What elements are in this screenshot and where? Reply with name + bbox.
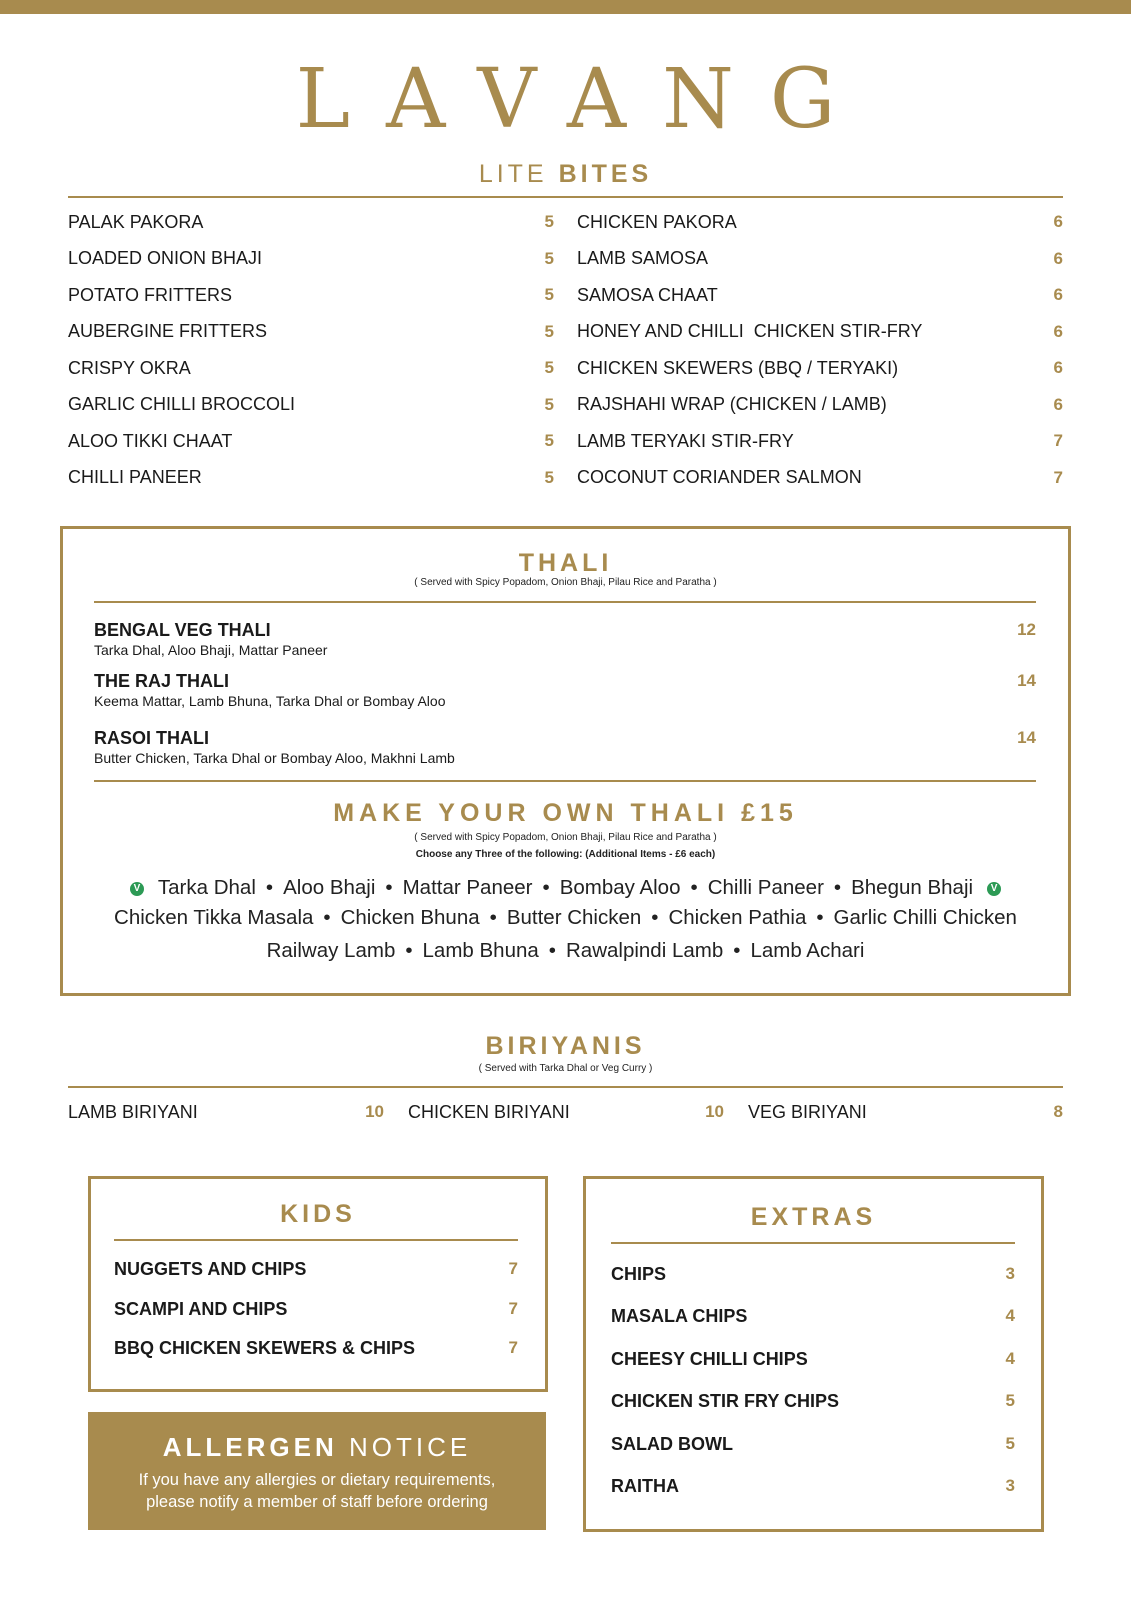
item-name: CHEESY CHILLI CHIPS bbox=[611, 1348, 808, 1369]
option-item: Bombay Aloo bbox=[559, 876, 681, 899]
item-name: CHILLI PANEER bbox=[68, 467, 202, 488]
thali-subtitle: ( Served with Spicy Popadom, Onion Bhaji, Pilau Rice and Paratha ) bbox=[414, 577, 717, 588]
allergen-title-bold: ALLERGEN bbox=[162, 1432, 338, 1462]
item-name: RAJSHAHI WRAP (CHICKEN / LAMB) bbox=[577, 394, 887, 415]
thali-divider-top bbox=[94, 601, 1036, 603]
list-item bbox=[611, 1386, 1015, 1416]
list-item bbox=[577, 423, 1063, 460]
item-price: 6 bbox=[1053, 285, 1063, 305]
item-name: CHIPS bbox=[611, 1263, 667, 1284]
item-name: BBQ CHICKEN SKEWERS & CHIPS bbox=[114, 1337, 416, 1358]
make-your-own-title: MAKE YOUR OWN THALI £15 bbox=[333, 799, 798, 827]
lite-bites-title bbox=[0, 160, 1131, 189]
option-item: Chilli Paneer bbox=[707, 876, 824, 899]
lite-bites-right-column bbox=[577, 204, 1063, 496]
extras-title: EXTRAS bbox=[750, 1203, 877, 1231]
list-item bbox=[68, 204, 554, 241]
lite-bites-title-light: LITE bbox=[478, 160, 548, 188]
option-item: Mattar Paneer bbox=[402, 876, 533, 899]
item-price: 5 bbox=[1005, 1391, 1015, 1410]
thali-item-desc: Keema Mattar, Lamb Bhuna, Tarka Dhal or Bombay Aloo bbox=[94, 693, 446, 709]
brand-logo: LAVANG bbox=[295, 52, 872, 147]
list-item bbox=[68, 314, 554, 351]
list-item bbox=[68, 423, 554, 460]
allergen-notice bbox=[88, 1412, 546, 1530]
list-item bbox=[68, 460, 554, 497]
item-price: 6 bbox=[1053, 321, 1063, 341]
item-name: HONEY AND CHILLI CHICKEN STIR-FRY bbox=[577, 321, 923, 342]
lite-bites-left-column bbox=[68, 204, 554, 496]
lite-bites-title-bold: BITES bbox=[558, 160, 653, 188]
list-item bbox=[68, 1097, 384, 1127]
item-price: 5 bbox=[1005, 1434, 1015, 1453]
list-item bbox=[577, 204, 1063, 241]
list-item bbox=[114, 1254, 518, 1284]
thali-item-desc: Tarka Dhal, Aloo Bhaji, Mattar Paneer bbox=[94, 642, 328, 658]
list-item bbox=[577, 350, 1063, 387]
item-price: 7 bbox=[1053, 431, 1063, 451]
list-item bbox=[114, 1294, 518, 1324]
thali-item-price: 14 bbox=[1017, 671, 1036, 690]
item-price: 5 bbox=[544, 394, 554, 414]
option-item: Butter Chicken bbox=[506, 906, 642, 929]
item-name: POTATO FRITTERS bbox=[68, 284, 233, 305]
item-name: COCONUT CORIANDER SALMON bbox=[577, 467, 862, 488]
item-name: CHICKEN STIR FRY CHIPS bbox=[611, 1390, 840, 1411]
item-name: NUGGETS AND CHIPS bbox=[114, 1258, 307, 1279]
veg-icon: V bbox=[987, 882, 1001, 896]
list-item bbox=[114, 1333, 518, 1363]
item-price: 10 bbox=[705, 1102, 724, 1121]
list-item bbox=[611, 1301, 1015, 1331]
list-item bbox=[577, 387, 1063, 424]
thali-item-price: 14 bbox=[1017, 728, 1036, 747]
list-item bbox=[577, 460, 1063, 497]
make-your-own-subtitle: ( Served with Spicy Popadom, Onion Bhaji, Pilau Rice and Paratha ) bbox=[414, 832, 717, 843]
item-name: SAMOSA CHAAT bbox=[577, 284, 718, 305]
item-price: 3 bbox=[1005, 1476, 1015, 1495]
allergen-line: If you have any allergies or dietary requirements, bbox=[138, 1471, 496, 1489]
thali-item-desc: Butter Chicken, Tarka Dhal or Bombay Aloo, Makhni Lamb bbox=[94, 750, 455, 766]
item-price: 5 bbox=[544, 358, 554, 378]
kids-divider bbox=[114, 1239, 518, 1241]
item-name: CHICKEN PAKORA bbox=[577, 211, 737, 232]
kids-title: KIDS bbox=[280, 1200, 356, 1228]
option-item: Chicken Pathia bbox=[668, 906, 807, 929]
item-price: 7 bbox=[1053, 467, 1063, 487]
item-price: 7 bbox=[508, 1338, 518, 1357]
option-item: Chicken Bhuna bbox=[340, 906, 480, 929]
option-item: Chicken Tikka Masala bbox=[114, 906, 314, 929]
chicken-options-line: Chicken Tikka Masala • Chicken Bhuna • Butter Chicken • Chicken Pathia • Garlic Chilli Chicken bbox=[114, 906, 1017, 929]
make-your-own-note: Choose any Three of the following: (Additional Items - £6 each) bbox=[415, 849, 716, 860]
option-item: Railway Lamb bbox=[266, 939, 396, 962]
item-price: 7 bbox=[508, 1299, 518, 1318]
list-item bbox=[577, 241, 1063, 278]
item-price: 5 bbox=[544, 431, 554, 451]
item-name: MASALA CHIPS bbox=[611, 1305, 748, 1326]
item-price: 6 bbox=[1053, 212, 1063, 232]
item-price: 4 bbox=[1005, 1349, 1015, 1368]
thali-divider-bottom bbox=[94, 780, 1036, 782]
veg-options-line: V Tarka Dhal • Aloo Bhaji • Mattar Paneer • Bombay Aloo • Chilli Paneer • Bhegun Bhaji V bbox=[60, 876, 1071, 900]
item-price: 5 bbox=[544, 285, 554, 305]
option-item: Lamb Bhuna bbox=[422, 939, 539, 962]
allergen-title-light: NOTICE bbox=[349, 1432, 472, 1462]
option-item: Rawalpindi Lamb bbox=[565, 939, 724, 962]
allergen-title bbox=[88, 1432, 546, 1463]
list-item bbox=[611, 1344, 1015, 1374]
item-price: 6 bbox=[1053, 248, 1063, 268]
item-name: RAITHA bbox=[611, 1475, 679, 1496]
item-name: ALOO TIKKI CHAAT bbox=[68, 430, 233, 451]
list-item bbox=[577, 277, 1063, 314]
biriyanis-subtitle: ( Served with Tarka Dhal or Veg Curry ) bbox=[478, 1063, 653, 1074]
list-item bbox=[68, 350, 554, 387]
item-price: 3 bbox=[1005, 1264, 1015, 1283]
item-price: 4 bbox=[1005, 1306, 1015, 1325]
allergen-text bbox=[88, 1469, 546, 1513]
item-name: SCAMPI AND CHIPS bbox=[114, 1298, 288, 1319]
item-name: LAMB BIRIYANI bbox=[68, 1101, 198, 1122]
list-item bbox=[68, 387, 554, 424]
option-item: Bhegun Bhaji bbox=[851, 876, 974, 899]
thali-item-price: 12 bbox=[1017, 620, 1036, 639]
list-item bbox=[577, 314, 1063, 351]
item-name: GARLIC CHILLI BROCCOLI bbox=[68, 394, 296, 415]
list-item bbox=[68, 241, 554, 278]
option-item: Garlic Chilli Chicken bbox=[833, 906, 1017, 929]
item-name: LAMB SAMOSA bbox=[577, 248, 709, 269]
list-item bbox=[611, 1259, 1015, 1289]
option-item: Aloo Bhaji bbox=[283, 876, 376, 899]
thali-item-name: BENGAL VEG THALI bbox=[94, 620, 271, 640]
thali-item bbox=[94, 671, 1036, 709]
item-name: SALAD BOWL bbox=[611, 1433, 733, 1454]
item-name: LOADED ONION BHAJI bbox=[68, 248, 263, 269]
item-price: 5 bbox=[544, 467, 554, 487]
item-price: 10 bbox=[365, 1102, 384, 1121]
item-price: 5 bbox=[544, 212, 554, 232]
item-name: CHICKEN SKEWERS (BBQ / TERYAKI) bbox=[577, 357, 899, 378]
item-name: CRISPY OKRA bbox=[68, 357, 191, 378]
item-price: 5 bbox=[544, 248, 554, 268]
top-accent-bar bbox=[0, 0, 1131, 14]
biriyanis-title: BIRIYANIS bbox=[485, 1032, 646, 1060]
biriyanis-divider bbox=[68, 1086, 1063, 1088]
option-item: Tarka Dhal bbox=[157, 876, 256, 899]
list-item bbox=[611, 1429, 1015, 1459]
list-item bbox=[408, 1097, 724, 1127]
allergen-line: please notify a member of staff before ordering bbox=[146, 1493, 488, 1511]
lamb-options-line: Railway Lamb • Lamb Bhuna • Rawalpindi Lamb • Lamb Achari bbox=[266, 939, 865, 962]
thali-item bbox=[94, 620, 1036, 658]
item-price: 6 bbox=[1053, 394, 1063, 414]
thali-item bbox=[94, 728, 1036, 766]
item-name: VEG BIRIYANI bbox=[748, 1101, 867, 1122]
item-name: LAMB TERYAKI STIR-FRY bbox=[577, 430, 794, 451]
item-price: 7 bbox=[508, 1259, 518, 1278]
option-item: Lamb Achari bbox=[750, 939, 865, 962]
list-item bbox=[748, 1097, 1063, 1127]
thali-title: THALI bbox=[518, 549, 613, 577]
item-price: 6 bbox=[1053, 358, 1063, 378]
thali-item-name: RASOI THALI bbox=[94, 728, 209, 748]
item-name: AUBERGINE FRITTERS bbox=[68, 321, 268, 342]
extras-divider bbox=[611, 1242, 1015, 1244]
item-name: CHICKEN BIRIYANI bbox=[408, 1101, 570, 1122]
item-price: 5 bbox=[544, 321, 554, 341]
lite-bites-divider bbox=[68, 196, 1063, 198]
thali-item-name: THE RAJ THALI bbox=[94, 671, 229, 691]
list-item bbox=[68, 277, 554, 314]
list-item bbox=[611, 1471, 1015, 1501]
item-price: 8 bbox=[1053, 1102, 1063, 1121]
item-name: PALAK PAKORA bbox=[68, 211, 204, 232]
veg-icon: V bbox=[130, 882, 144, 896]
